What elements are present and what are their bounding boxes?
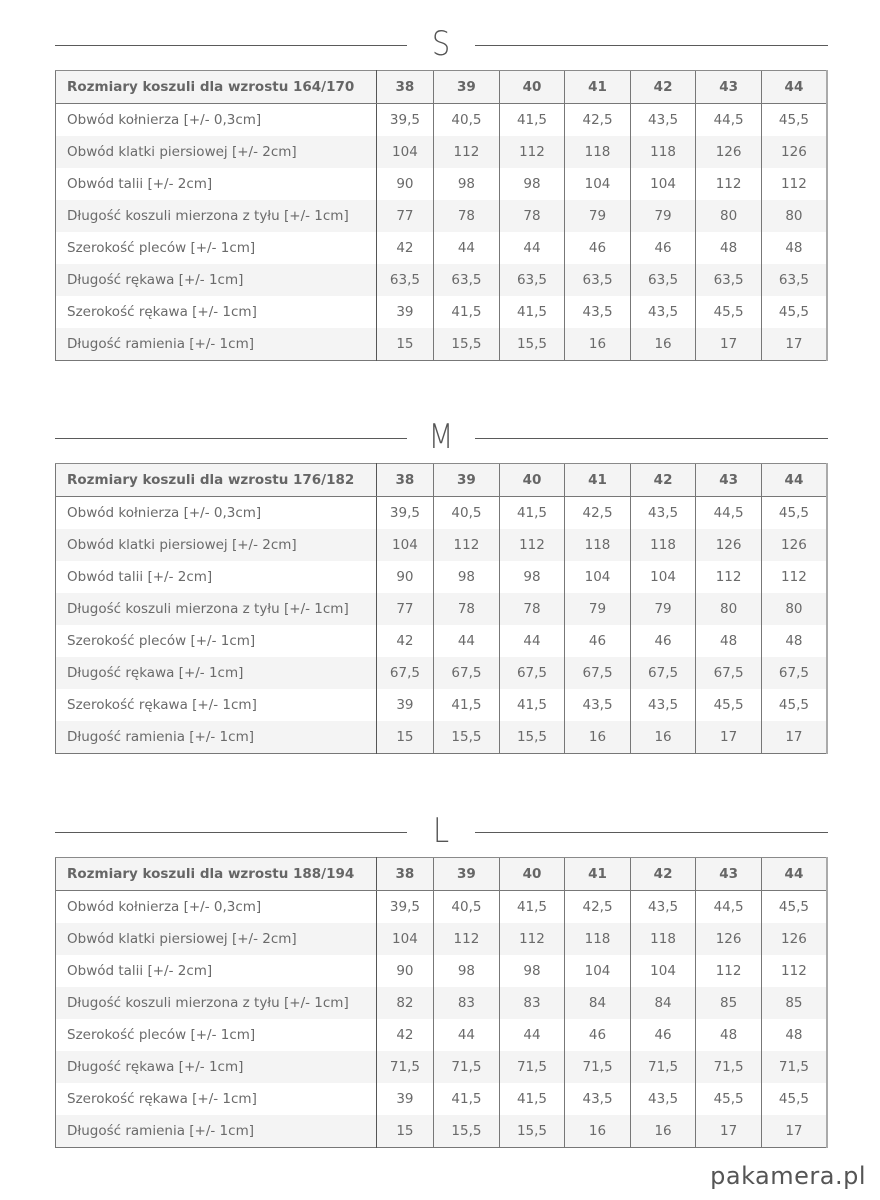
- measurement-cell: 17: [696, 721, 762, 754]
- table-row: [56, 1019, 828, 1051]
- measurement-cell: 98: [499, 561, 565, 593]
- measurement-cell: 67,5: [630, 657, 696, 689]
- measurement-cell: 104: [630, 168, 696, 200]
- measurement-cell: 43,5: [565, 689, 631, 721]
- measurement-cell: 43,5: [630, 296, 696, 328]
- measurement-cell: 118: [565, 529, 631, 561]
- column-header-size: 41: [565, 464, 631, 497]
- table-header-row: [56, 464, 828, 497]
- measurement-cell: 78: [499, 593, 565, 625]
- measurement-cell: 126: [696, 923, 762, 955]
- measurement-cell: 17: [761, 328, 827, 361]
- table-header-label: Rozmiary koszuli dla wzrostu 176/182: [56, 464, 377, 497]
- divider-line: [55, 45, 407, 46]
- measurement-cell: 48: [761, 625, 827, 657]
- table-row: [56, 136, 828, 168]
- measurement-cell: 42: [376, 232, 433, 264]
- measurement-cell: 104: [376, 529, 433, 561]
- measurement-cell: 126: [696, 136, 762, 168]
- measurement-cell: 43,5: [630, 1083, 696, 1115]
- column-header-size: 38: [376, 464, 433, 497]
- row-label: Szerokość rękawa [+/- 1cm]: [56, 296, 377, 328]
- measurement-cell: 98: [434, 168, 500, 200]
- measurement-cell: 17: [761, 721, 827, 754]
- measurement-cell: 71,5: [376, 1051, 433, 1083]
- table-row: [56, 1083, 828, 1115]
- measurement-cell: 84: [630, 987, 696, 1019]
- measurement-cell: 41,5: [499, 891, 565, 924]
- measurement-cell: 90: [376, 955, 433, 987]
- row-label: Długość koszuli mierzona z tyłu [+/- 1cm]: [56, 200, 377, 232]
- measurement-cell: 42,5: [565, 891, 631, 924]
- measurement-cell: 16: [565, 328, 631, 361]
- measurement-cell: 42: [376, 625, 433, 657]
- measurement-cell: 45,5: [696, 689, 762, 721]
- measurement-cell: 45,5: [761, 497, 827, 530]
- row-label: Obwód klatki piersiowej [+/- 2cm]: [56, 529, 377, 561]
- table-row: [56, 232, 828, 264]
- row-label: Szerokość pleców [+/- 1cm]: [56, 1019, 377, 1051]
- divider-line: [475, 438, 828, 439]
- measurement-cell: 15,5: [499, 328, 565, 361]
- measurement-cell: 43,5: [630, 891, 696, 924]
- measurement-cell: 83: [434, 987, 500, 1019]
- row-label: Długość ramienia [+/- 1cm]: [56, 721, 377, 754]
- measurement-cell: 17: [696, 1115, 762, 1148]
- size-section-s: [55, 20, 828, 361]
- measurement-cell: 42: [376, 1019, 433, 1051]
- measurement-cell: 112: [696, 168, 762, 200]
- measurement-cell: 126: [761, 529, 827, 561]
- measurement-cell: 71,5: [434, 1051, 500, 1083]
- column-header-size: 40: [499, 858, 565, 891]
- measurement-cell: 79: [630, 593, 696, 625]
- measurement-cell: 44,5: [696, 104, 762, 137]
- measurement-cell: 98: [499, 955, 565, 987]
- measurement-cell: 112: [761, 168, 827, 200]
- measurement-cell: 44: [499, 625, 565, 657]
- table-row: [56, 1115, 828, 1148]
- section-heading: [55, 807, 828, 857]
- measurement-cell: 67,5: [565, 657, 631, 689]
- measurement-cell: 39: [376, 296, 433, 328]
- measurement-cell: 40,5: [434, 891, 500, 924]
- measurement-cell: 44,5: [696, 891, 762, 924]
- measurement-cell: 46: [630, 625, 696, 657]
- measurement-cell: 39,5: [376, 497, 433, 530]
- measurement-cell: 104: [565, 168, 631, 200]
- divider-line: [55, 438, 407, 439]
- measurement-cell: 46: [630, 232, 696, 264]
- measurement-cell: 67,5: [376, 657, 433, 689]
- measurement-cell: 43,5: [565, 1083, 631, 1115]
- row-label: Długość koszuli mierzona z tyłu [+/- 1cm]: [56, 593, 377, 625]
- row-label: Obwód kołnierza [+/- 0,3cm]: [56, 891, 377, 924]
- measurement-cell: 67,5: [761, 657, 827, 689]
- table-header-row: [56, 858, 828, 891]
- table-row: [56, 987, 828, 1019]
- measurement-cell: 118: [565, 923, 631, 955]
- measurement-cell: 43,5: [630, 689, 696, 721]
- measurement-cell: 45,5: [696, 296, 762, 328]
- measurement-cell: 39,5: [376, 104, 433, 137]
- measurement-cell: 77: [376, 200, 433, 232]
- row-label: Długość rękawa [+/- 1cm]: [56, 657, 377, 689]
- measurement-cell: 40,5: [434, 104, 500, 137]
- table-header-label: Rozmiary koszuli dla wzrostu 164/170: [56, 71, 377, 104]
- measurement-cell: 15: [376, 721, 433, 754]
- row-label: Długość ramienia [+/- 1cm]: [56, 328, 377, 361]
- measurement-cell: 80: [696, 593, 762, 625]
- measurement-cell: 80: [761, 593, 827, 625]
- column-header-size: 39: [434, 71, 500, 104]
- measurement-cell: 78: [434, 200, 500, 232]
- column-header-size: 38: [376, 858, 433, 891]
- measurement-cell: 98: [499, 168, 565, 200]
- measurement-cell: 98: [434, 955, 500, 987]
- measurement-cell: 41,5: [499, 1083, 565, 1115]
- measurement-cell: 104: [630, 561, 696, 593]
- measurement-cell: 41,5: [499, 497, 565, 530]
- measurement-cell: 71,5: [565, 1051, 631, 1083]
- column-header-size: 42: [630, 464, 696, 497]
- measurement-cell: 39,5: [376, 891, 433, 924]
- column-header-size: 40: [499, 71, 565, 104]
- measurement-cell: 84: [565, 987, 631, 1019]
- table-row: [56, 529, 828, 561]
- row-label: Obwód kołnierza [+/- 0,3cm]: [56, 104, 377, 137]
- row-label: Szerokość pleców [+/- 1cm]: [56, 232, 377, 264]
- measurement-cell: 112: [696, 561, 762, 593]
- measurement-cell: 63,5: [630, 264, 696, 296]
- measurement-cell: 15,5: [434, 328, 500, 361]
- table-row: [56, 891, 828, 924]
- measurement-cell: 85: [696, 987, 762, 1019]
- measurement-cell: 39: [376, 689, 433, 721]
- measurement-cell: 112: [499, 923, 565, 955]
- measurement-cell: 80: [761, 200, 827, 232]
- measurement-cell: 41,5: [434, 1083, 500, 1115]
- measurement-cell: 79: [565, 593, 631, 625]
- column-header-size: 43: [696, 464, 762, 497]
- measurement-cell: 17: [761, 1115, 827, 1148]
- table-row: [56, 104, 828, 137]
- measurement-cell: 44,5: [696, 497, 762, 530]
- row-label: Długość rękawa [+/- 1cm]: [56, 1051, 377, 1083]
- measurement-cell: 63,5: [696, 264, 762, 296]
- brand-watermark: pakamera.pl: [710, 1162, 866, 1190]
- table-row: [56, 657, 828, 689]
- measurement-cell: 15,5: [434, 1115, 500, 1148]
- table-row: [56, 955, 828, 987]
- measurement-cell: 45,5: [761, 104, 827, 137]
- measurement-cell: 15,5: [434, 721, 500, 754]
- measurement-cell: 41,5: [499, 296, 565, 328]
- size-letter: L: [432, 811, 450, 851]
- column-header-size: 38: [376, 71, 433, 104]
- measurement-cell: 71,5: [630, 1051, 696, 1083]
- measurement-cell: 16: [630, 721, 696, 754]
- row-label: Długość koszuli mierzona z tyłu [+/- 1cm]: [56, 987, 377, 1019]
- table-row: [56, 593, 828, 625]
- row-label: Obwód talii [+/- 2cm]: [56, 955, 377, 987]
- measurement-cell: 104: [630, 955, 696, 987]
- measurement-cell: 71,5: [696, 1051, 762, 1083]
- table-row: [56, 625, 828, 657]
- measurement-cell: 44: [499, 232, 565, 264]
- measurement-cell: 15: [376, 328, 433, 361]
- measurement-cell: 45,5: [696, 1083, 762, 1115]
- row-label: Obwód klatki piersiowej [+/- 2cm]: [56, 923, 377, 955]
- measurement-cell: 118: [565, 136, 631, 168]
- measurement-cell: 63,5: [434, 264, 500, 296]
- table-row: [56, 296, 828, 328]
- measurement-cell: 98: [434, 561, 500, 593]
- measurement-cell: 90: [376, 561, 433, 593]
- size-section-m: [55, 413, 828, 754]
- measurement-cell: 83: [499, 987, 565, 1019]
- measurement-cell: 78: [499, 200, 565, 232]
- measurement-cell: 79: [630, 200, 696, 232]
- measurement-cell: 63,5: [499, 264, 565, 296]
- measurement-cell: 126: [696, 529, 762, 561]
- row-label: Szerokość rękawa [+/- 1cm]: [56, 1083, 377, 1115]
- measurement-cell: 46: [565, 625, 631, 657]
- measurement-cell: 41,5: [499, 104, 565, 137]
- table-row: [56, 721, 828, 754]
- measurement-cell: 112: [761, 561, 827, 593]
- measurement-cell: 16: [565, 721, 631, 754]
- measurement-cell: 112: [434, 923, 500, 955]
- measurement-cell: 39: [376, 1083, 433, 1115]
- column-header-size: 43: [696, 71, 762, 104]
- column-header-size: 44: [761, 464, 827, 497]
- measurement-cell: 45,5: [761, 296, 827, 328]
- size-table: [55, 857, 828, 1148]
- divider-line: [55, 832, 407, 833]
- column-header-size: 39: [434, 858, 500, 891]
- measurement-cell: 16: [565, 1115, 631, 1148]
- row-label: Szerokość pleców [+/- 1cm]: [56, 625, 377, 657]
- measurement-cell: 46: [565, 1019, 631, 1051]
- table-header-row: [56, 71, 828, 104]
- table-row: [56, 168, 828, 200]
- column-header-size: 43: [696, 858, 762, 891]
- measurement-cell: 63,5: [376, 264, 433, 296]
- table-row: [56, 561, 828, 593]
- measurement-cell: 15,5: [499, 1115, 565, 1148]
- measurement-cell: 71,5: [761, 1051, 827, 1083]
- measurement-cell: 71,5: [499, 1051, 565, 1083]
- measurement-cell: 112: [696, 955, 762, 987]
- column-header-size: 40: [499, 464, 565, 497]
- column-header-size: 39: [434, 464, 500, 497]
- measurement-cell: 118: [630, 529, 696, 561]
- measurement-cell: 104: [565, 955, 631, 987]
- measurement-cell: 48: [696, 1019, 762, 1051]
- measurement-cell: 104: [565, 561, 631, 593]
- measurement-cell: 112: [434, 529, 500, 561]
- measurement-cell: 112: [499, 136, 565, 168]
- measurement-cell: 67,5: [434, 657, 500, 689]
- size-section-l: [55, 807, 828, 1148]
- measurement-cell: 48: [696, 625, 762, 657]
- measurement-cell: 78: [434, 593, 500, 625]
- table-row: [56, 923, 828, 955]
- measurement-cell: 15,5: [499, 721, 565, 754]
- measurement-cell: 45,5: [761, 689, 827, 721]
- measurement-cell: 118: [630, 136, 696, 168]
- measurement-cell: 16: [630, 1115, 696, 1148]
- measurement-cell: 67,5: [499, 657, 565, 689]
- measurement-cell: 44: [499, 1019, 565, 1051]
- row-label: Obwód talii [+/- 2cm]: [56, 561, 377, 593]
- measurement-cell: 43,5: [630, 104, 696, 137]
- measurement-cell: 80: [696, 200, 762, 232]
- measurement-cell: 82: [376, 987, 433, 1019]
- measurement-cell: 41,5: [434, 689, 500, 721]
- measurement-cell: 77: [376, 593, 433, 625]
- measurement-cell: 16: [630, 328, 696, 361]
- measurement-cell: 67,5: [696, 657, 762, 689]
- measurement-cell: 63,5: [565, 264, 631, 296]
- row-label: Obwód talii [+/- 2cm]: [56, 168, 377, 200]
- measurement-cell: 42,5: [565, 104, 631, 137]
- measurement-cell: 40,5: [434, 497, 500, 530]
- measurement-cell: 44: [434, 625, 500, 657]
- row-label: Długość rękawa [+/- 1cm]: [56, 264, 377, 296]
- divider-line: [475, 45, 828, 46]
- column-header-size: 41: [565, 71, 631, 104]
- measurement-cell: 42,5: [565, 497, 631, 530]
- measurement-cell: 48: [761, 1019, 827, 1051]
- size-table: [55, 70, 828, 361]
- measurement-cell: 90: [376, 168, 433, 200]
- measurement-cell: 126: [761, 923, 827, 955]
- row-label: Długość ramienia [+/- 1cm]: [56, 1115, 377, 1148]
- measurement-cell: 48: [761, 232, 827, 264]
- measurement-cell: 118: [630, 923, 696, 955]
- row-label: Obwód klatki piersiowej [+/- 2cm]: [56, 136, 377, 168]
- measurement-cell: 43,5: [565, 296, 631, 328]
- measurement-cell: 46: [630, 1019, 696, 1051]
- measurement-cell: 63,5: [761, 264, 827, 296]
- measurement-cell: 126: [761, 136, 827, 168]
- measurement-cell: 104: [376, 923, 433, 955]
- row-label: Szerokość rękawa [+/- 1cm]: [56, 689, 377, 721]
- measurement-cell: 112: [499, 529, 565, 561]
- measurement-cell: 44: [434, 1019, 500, 1051]
- measurement-cell: 15: [376, 1115, 433, 1148]
- measurement-cell: 41,5: [434, 296, 500, 328]
- table-header-label: Rozmiary koszuli dla wzrostu 188/194: [56, 858, 377, 891]
- column-header-size: 42: [630, 71, 696, 104]
- measurement-cell: 17: [696, 328, 762, 361]
- size-table: [55, 463, 828, 754]
- table-row: [56, 1051, 828, 1083]
- column-header-size: 41: [565, 858, 631, 891]
- size-letter: M: [428, 417, 454, 457]
- measurement-cell: 46: [565, 232, 631, 264]
- table-row: [56, 497, 828, 530]
- measurement-cell: 43,5: [630, 497, 696, 530]
- table-row: [56, 264, 828, 296]
- size-letter: S: [431, 24, 451, 64]
- measurement-cell: 45,5: [761, 1083, 827, 1115]
- section-heading: [55, 413, 828, 463]
- measurement-cell: 44: [434, 232, 500, 264]
- section-heading: [55, 20, 828, 70]
- table-row: [56, 200, 828, 232]
- measurement-cell: 112: [434, 136, 500, 168]
- measurement-cell: 45,5: [761, 891, 827, 924]
- measurement-cell: 104: [376, 136, 433, 168]
- measurement-cell: 41,5: [499, 689, 565, 721]
- measurement-cell: 48: [696, 232, 762, 264]
- column-header-size: 44: [761, 71, 827, 104]
- divider-line: [475, 832, 828, 833]
- measurement-cell: 112: [761, 955, 827, 987]
- table-row: [56, 689, 828, 721]
- table-row: [56, 328, 828, 361]
- column-header-size: 42: [630, 858, 696, 891]
- row-label: Obwód kołnierza [+/- 0,3cm]: [56, 497, 377, 530]
- measurement-cell: 85: [761, 987, 827, 1019]
- column-header-size: 44: [761, 858, 827, 891]
- measurement-cell: 79: [565, 200, 631, 232]
